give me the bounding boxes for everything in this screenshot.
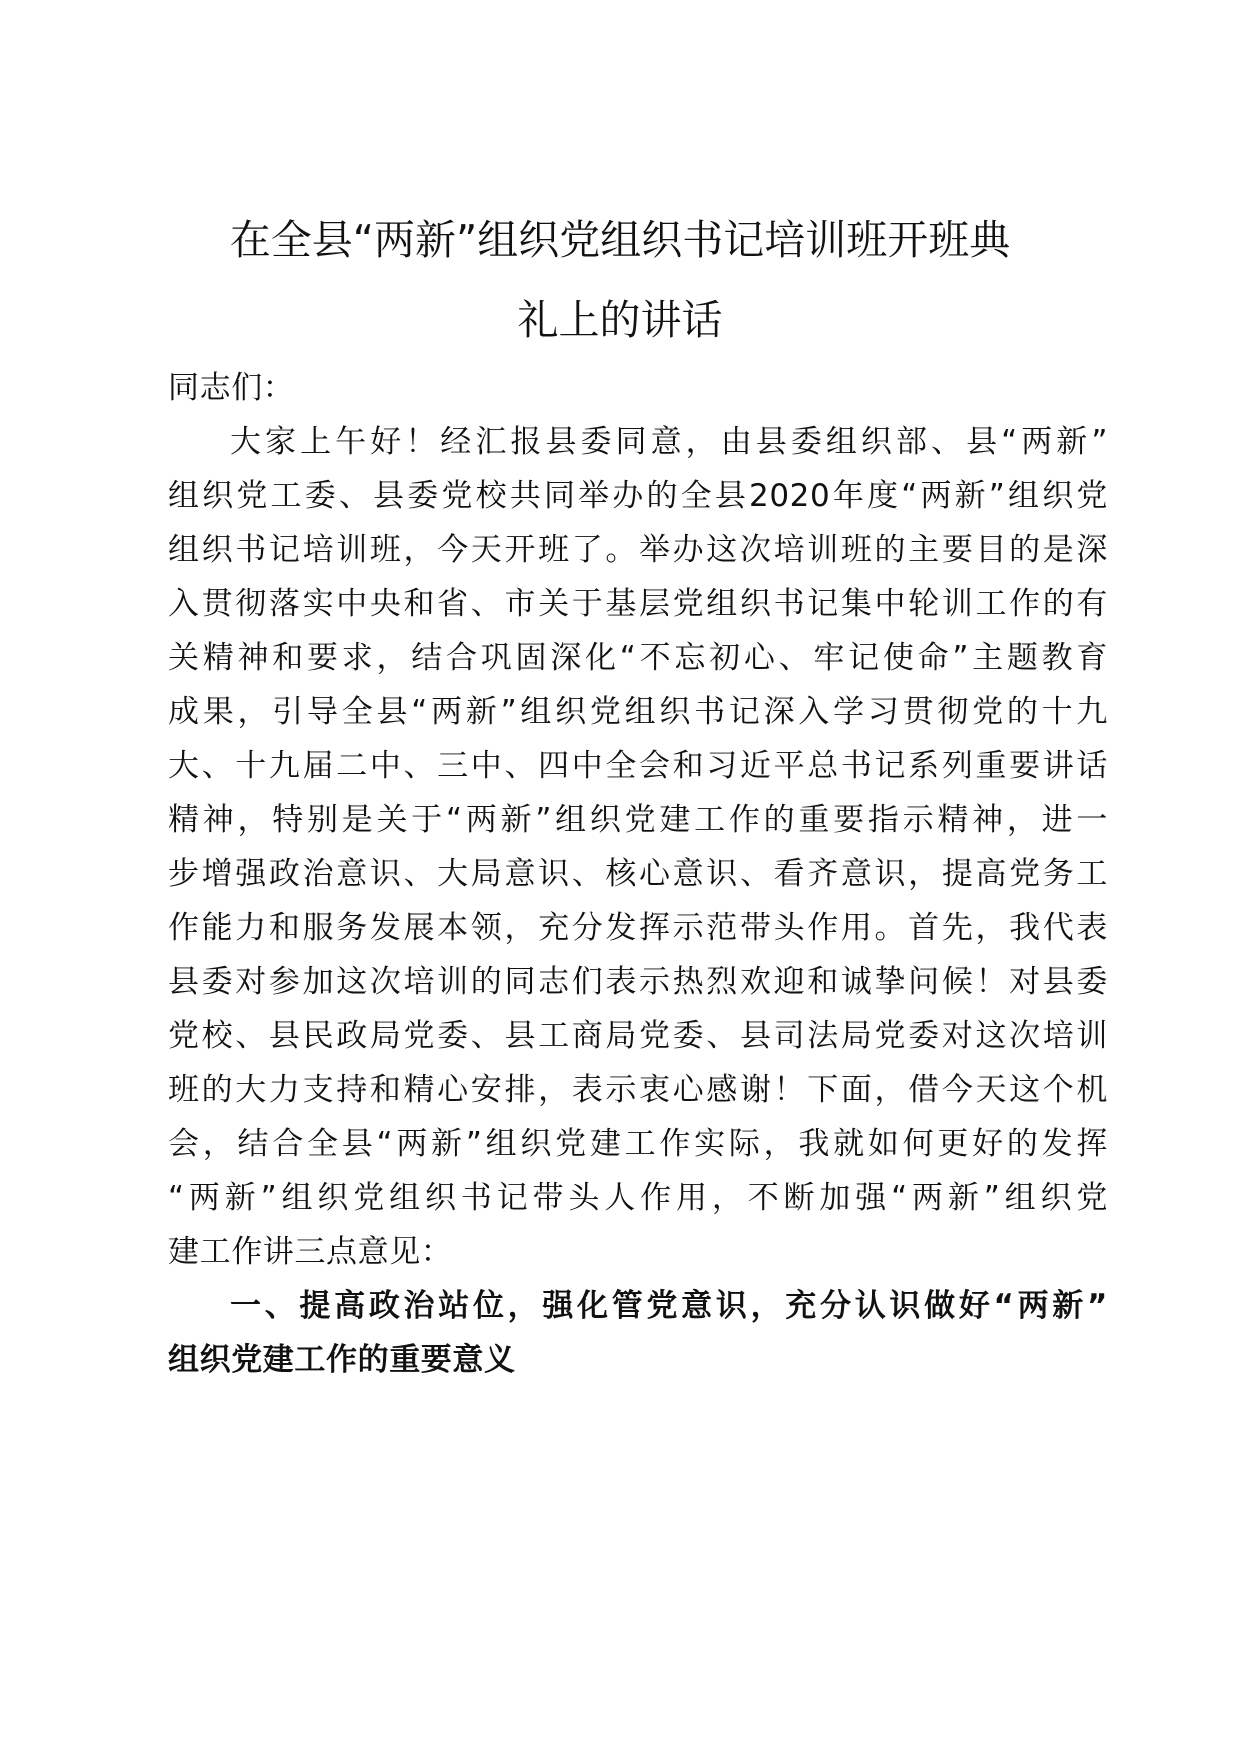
body-line-3: 组织书记培训班，今天开班了。举办这次培训班的主要目的是深 [168,532,1108,568]
body-line-16: 建工作讲三点意见： [168,1234,453,1270]
section-heading-line-1: 一、提高政治站位，强化管党意识，充分认识做好“两新” [230,1288,1108,1324]
salutation: 同志们： [168,370,295,406]
document-title-line-2: 礼上的讲话 [517,296,723,344]
body-line-6: 成果，引导全县“两新”组织党组织书记深入学习贯彻党的十九 [168,694,1108,730]
body-line-7: 大、十九届二中、三中、四中全会和习近平总书记系列重要讲话 [168,748,1108,784]
body-line-1: 大家上午好！经汇报县委同意，由县委组织部、县“两新” [230,424,1108,460]
body-line-14: 会，结合全县“两新”组织党建工作实际，我就如何更好的发挥 [168,1126,1108,1162]
section-heading-line-2: 组织党建工作的重要意义 [168,1342,516,1378]
body-line-8: 精神，特别是关于“两新”组织党建工作的重要指示精神，进一 [168,802,1108,838]
body-line-5: 关精神和要求，结合巩固深化“不忘初心、牢记使命”主题教育 [168,640,1108,676]
body-line-9: 步增强政治意识、大局意识、核心意识、看齐意识，提高党务工 [168,856,1108,892]
body-line-4: 入贯彻落实中央和省、市关于基层党组织书记集中轮训工作的有 [168,586,1108,622]
document-title-line-1: 在全县“两新”组织党组织书记培训班开班典 [229,216,1011,264]
body-line-12: 党校、县民政局党委、县工商局党委、县司法局党委对这次培训 [168,1018,1108,1054]
body-line-13: 班的大力支持和精心安排，表示衷心感谢！下面，借今天这个机 [168,1072,1108,1108]
body-line-10: 作能力和服务发展本领，充分发挥示范带头作用。首先，我代表 [168,910,1108,946]
body-line-11: 县委对参加这次培训的同志们表示热烈欢迎和诚挚问候！对县委 [168,964,1108,1000]
body-line-2: 组织党工委、县委党校共同举办的全县2020年度“两新”组织党 [168,478,1108,514]
body-line-15: “两新”组织党组织书记带头人作用，不断加强“两新”组织党 [168,1180,1108,1216]
